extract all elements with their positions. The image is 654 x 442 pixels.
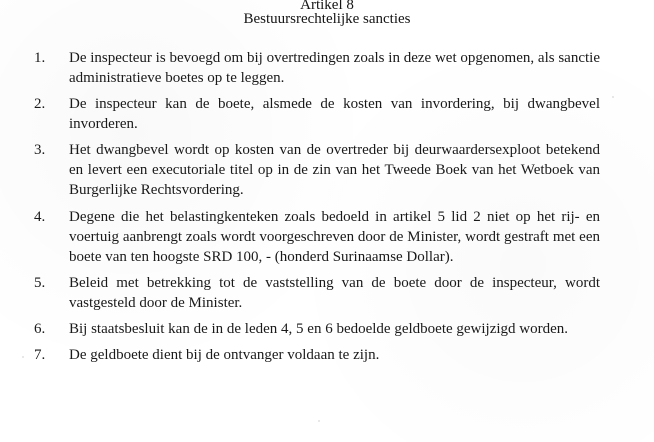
item-text: Degene die het belastingkenteken zoals bedoeld in artikel 5 lid 2 niet op het rij- en voertuig aanbrengt zoals wordt voorgeschreven door de Minister, wordt gestraft met een boete van ten hoogste SRD 100, - (honderd Surinaamse Dollar). — [69, 209, 600, 265]
item-text: Het dwangbevel wordt op kosten van de overtreder bij deurwaardersexploot betekend en levert een executoriale titel op in de zin van het Tweede Boek van het Wetboek van Burgerlijke Rechtsvordering. — [69, 142, 600, 198]
article-list — [34, 48, 600, 365]
item-text: Bij staatsbesluit kan de in de leden 4, 5 en 6 bedoelde geldboete gewijzigd worden. — [69, 321, 569, 337]
item-text: De inspecteur is bevoegd om bij overtredingen zoals in deze wet opgenomen, als sanctie administratieve boetes op te leggen. — [69, 50, 600, 86]
item-number: 4. — [34, 209, 46, 225]
scan-speck — [612, 96, 614, 98]
list-item — [34, 319, 600, 339]
scan-speck — [318, 420, 320, 422]
article-title: Artikel 8 — [300, 0, 354, 13]
list-item — [34, 140, 600, 200]
item-text: Beleid met betrekking tot de vaststelling van de boete door de inspecteur, wordt vastgesteld door de Minister. — [69, 275, 600, 311]
list-item — [34, 273, 600, 313]
item-text: De inspecteur kan de boete, alsmede de kosten van invordering, bij dwangbevel invorderen. — [69, 96, 600, 132]
list-item — [34, 48, 600, 88]
article-subtitle: Bestuursrechtelijke sancties — [243, 11, 411, 27]
item-number: 5. — [34, 275, 46, 291]
list-item — [34, 345, 600, 365]
item-number: 2. — [34, 96, 46, 112]
list-item — [34, 207, 600, 267]
item-number: 1. — [34, 50, 46, 66]
item-number: 7. — [34, 347, 46, 363]
item-number: 3. — [34, 142, 46, 158]
item-text: De geldboete dient bij de ontvanger voldaan te zijn. — [69, 347, 380, 363]
item-number: 6. — [34, 321, 46, 337]
list-item — [34, 94, 600, 134]
scan-speck — [22, 356, 24, 358]
